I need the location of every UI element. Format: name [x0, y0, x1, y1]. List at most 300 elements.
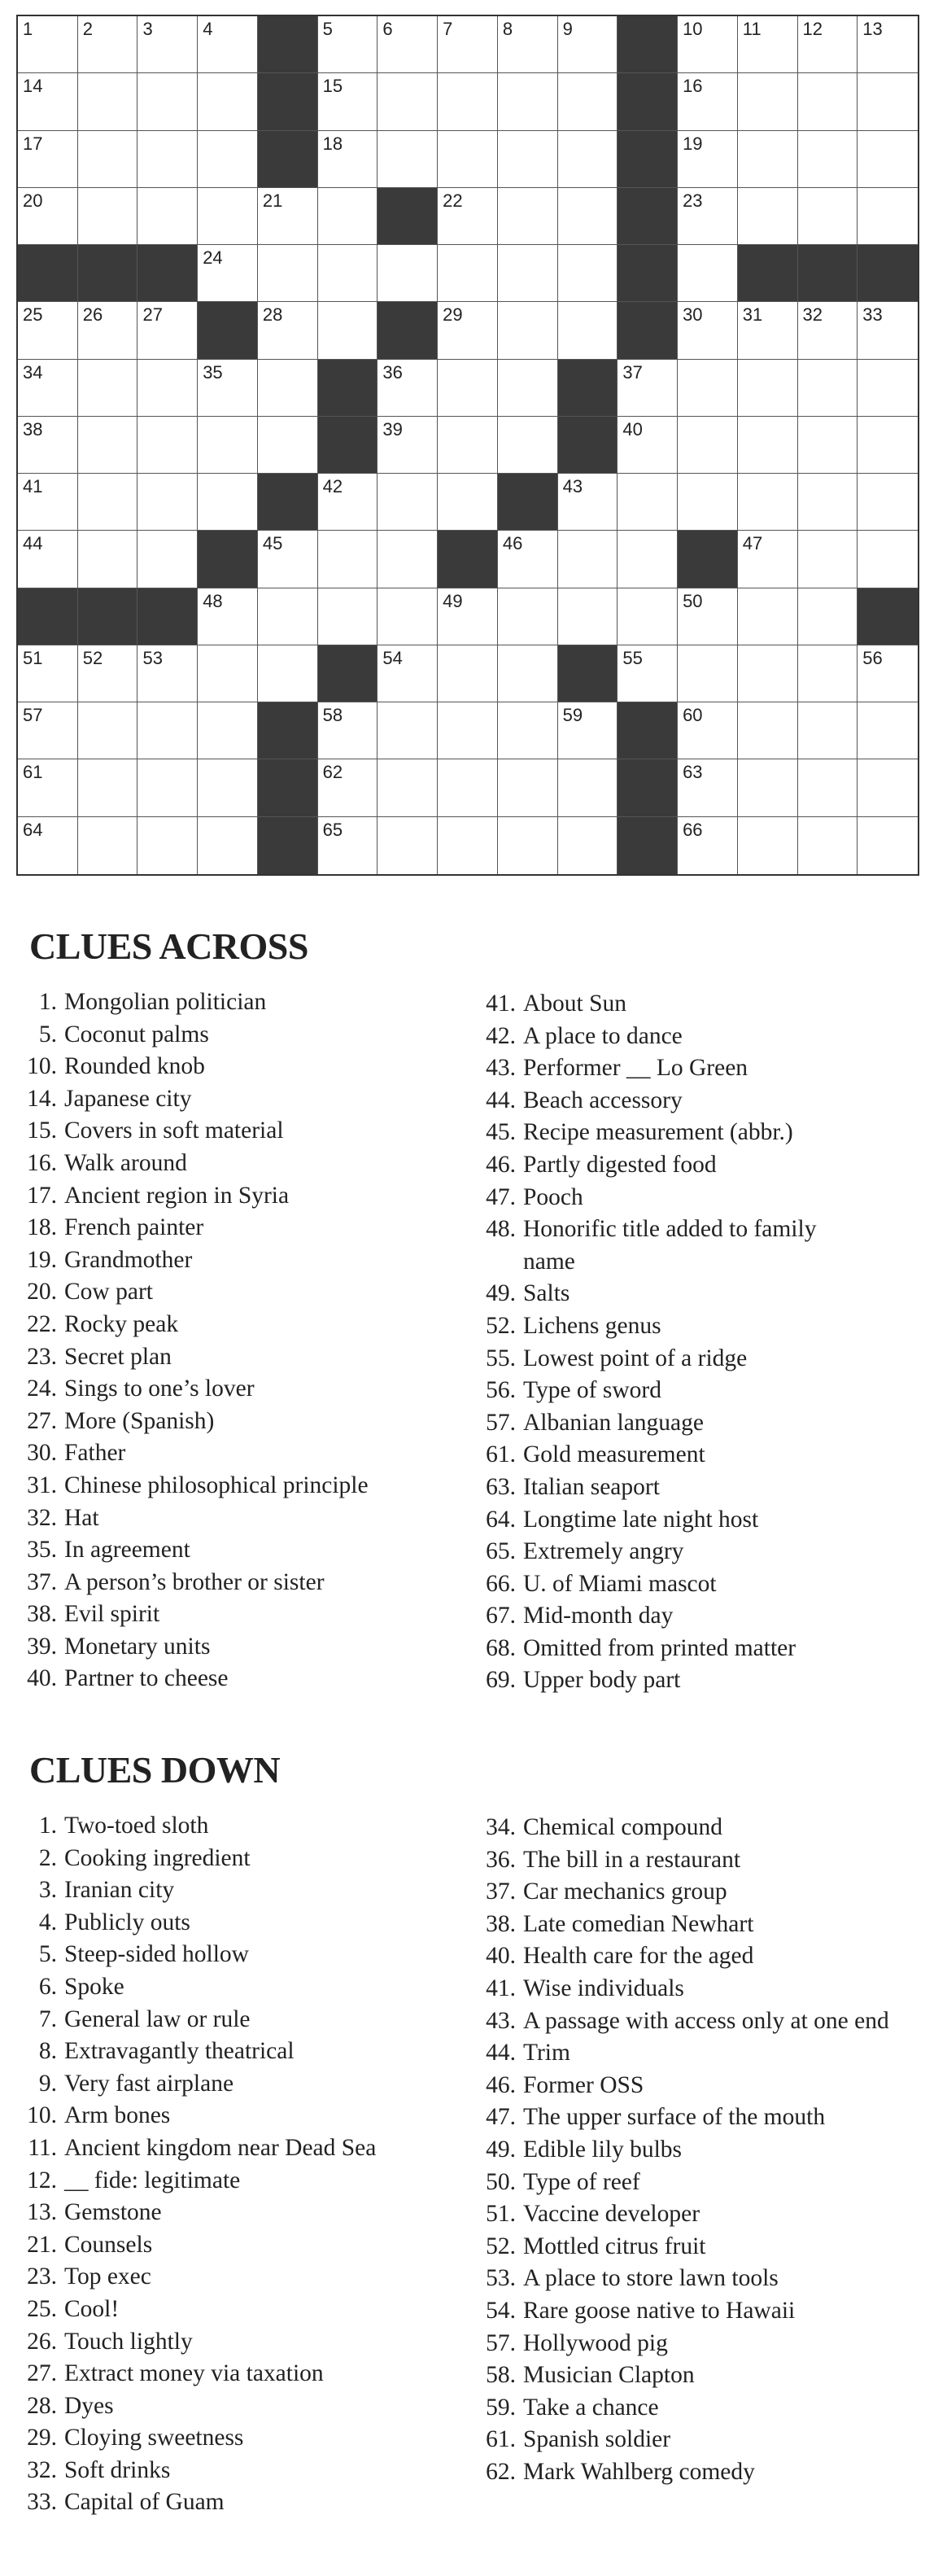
clue-text: Two-toed sloth	[64, 1813, 209, 1839]
grid-cell[interactable]	[738, 474, 798, 531]
grid-cell[interactable]	[137, 131, 198, 188]
clue-text: Mid-month day	[523, 1603, 674, 1629]
clue-number: 7	[443, 19, 453, 39]
grid-cell[interactable]	[258, 588, 318, 645]
grid-cell[interactable]	[678, 588, 738, 645]
clue-item	[15, 2422, 478, 2455]
clue-item	[474, 1021, 937, 1053]
clue-number: 4	[203, 19, 213, 39]
grid-cell[interactable]	[438, 417, 498, 474]
grid-cell[interactable]	[198, 245, 258, 302]
clues-down-heading: CLUES DOWN	[29, 1749, 281, 1791]
grid-cell[interactable]	[558, 474, 618, 531]
grid-cell[interactable]	[858, 531, 918, 588]
clue-number: 57	[23, 705, 43, 726]
clue-text: Very fast airplane	[64, 2070, 234, 2097]
clue-number: 60	[683, 705, 703, 726]
clue-text: Gold measurement	[523, 1441, 705, 1468]
grid-cell[interactable]	[858, 302, 918, 359]
clue-number: 41	[23, 476, 43, 497]
clue-number: 10.	[27, 2102, 57, 2129]
black-square	[377, 302, 438, 359]
grid-cell[interactable]	[558, 16, 618, 73]
grid-cell[interactable]	[318, 702, 378, 759]
grid-cell[interactable]	[137, 702, 198, 759]
grid-cell[interactable]	[377, 131, 438, 188]
grid-cell[interactable]	[858, 417, 918, 474]
grid-cell[interactable]	[738, 16, 798, 73]
grid-cell[interactable]	[18, 759, 78, 816]
clue-number: 61.	[486, 1441, 516, 1468]
grid-cell[interactable]	[738, 759, 798, 816]
grid-cell[interactable]	[377, 245, 438, 302]
grid-cell[interactable]	[78, 645, 138, 702]
grid-cell[interactable]	[18, 131, 78, 188]
clue-text: Spoke	[64, 1973, 124, 2000]
clue-text: Soft drinks	[64, 2456, 171, 2483]
clue-text: Cool!	[64, 2295, 120, 2322]
grid-cell[interactable]	[198, 759, 258, 816]
clue-number: 19	[683, 133, 703, 154]
grid-cell[interactable]	[498, 245, 558, 302]
grid-cell[interactable]	[678, 645, 738, 702]
grid-cell[interactable]	[558, 302, 618, 359]
clue-number: 64	[23, 819, 43, 840]
grid-cell[interactable]	[738, 702, 798, 759]
grid-cell[interactable]	[858, 645, 918, 702]
clue-item	[15, 1502, 478, 1535]
clue-item	[474, 2231, 947, 2263]
clue-number: 52.	[486, 2233, 516, 2259]
grid-cell[interactable]	[498, 360, 558, 417]
clue-number: 12	[802, 19, 823, 39]
clue-text: Former OSS	[523, 2071, 644, 2098]
clue-text: Steep-sided hollow	[64, 1941, 249, 1968]
grid-cell[interactable]	[137, 531, 198, 588]
grid-cell[interactable]	[798, 645, 858, 702]
grid-cell[interactable]	[618, 417, 678, 474]
grid-cell[interactable]	[798, 302, 858, 359]
clue-number: 42.	[486, 1022, 516, 1049]
grid-cell[interactable]	[558, 531, 618, 588]
grid-cell[interactable]	[78, 188, 138, 245]
grid-cell[interactable]	[137, 360, 198, 417]
clue-item	[474, 1278, 937, 1310]
grid-cell[interactable]	[377, 645, 438, 702]
clue-number: 61	[23, 762, 43, 783]
grid-cell[interactable]	[377, 360, 438, 417]
clue-number: 56.	[486, 1377, 516, 1404]
clue-text: Wise individuals	[523, 1975, 684, 2001]
grid-cell[interactable]	[78, 417, 138, 474]
clue-number: 13.	[27, 2199, 57, 2226]
clue-text: Spanish soldier	[523, 2426, 671, 2453]
clue-text: Father	[64, 1440, 126, 1467]
black-square	[258, 131, 318, 188]
grid-cell[interactable]	[678, 417, 738, 474]
grid-cell[interactable]	[738, 73, 798, 130]
clue-text: Late comedian Newhart	[523, 1910, 754, 1937]
grid-cell[interactable]	[377, 474, 438, 531]
grid-cell[interactable]	[18, 302, 78, 359]
grid-cell[interactable]	[18, 188, 78, 245]
grid-cell[interactable]	[137, 759, 198, 816]
grid-cell[interactable]	[498, 759, 558, 816]
grid-cell[interactable]	[78, 474, 138, 531]
clue-item	[15, 1148, 478, 1180]
down-clues-column-1	[15, 1810, 478, 2519]
grid-cell[interactable]	[738, 817, 798, 874]
grid-cell[interactable]	[318, 16, 378, 73]
clue-text: The bill in a restaurant	[523, 1846, 741, 1873]
clue-text: Monetary units	[64, 1633, 211, 1660]
grid-cell[interactable]	[858, 131, 918, 188]
clue-text: Beach accessory	[523, 1087, 683, 1113]
grid-cell[interactable]	[18, 73, 78, 130]
grid-cell[interactable]	[258, 645, 318, 702]
clue-item	[474, 2295, 947, 2328]
grid-cell[interactable]	[618, 360, 678, 417]
grid-cell[interactable]	[798, 588, 858, 645]
black-square	[258, 16, 318, 73]
black-square	[258, 474, 318, 531]
clue-number: 22.	[27, 1310, 57, 1337]
grid-cell[interactable]	[678, 188, 738, 245]
clue-item	[474, 1407, 937, 1440]
grid-cell[interactable]	[558, 759, 618, 816]
grid-cell[interactable]	[258, 360, 318, 417]
grid-cell[interactable]	[798, 188, 858, 245]
grid-cell[interactable]	[78, 16, 138, 73]
grid-cell[interactable]	[78, 759, 138, 816]
clue-text: Cloying sweetness	[64, 2425, 244, 2451]
clue-number: 11	[742, 19, 762, 39]
clue-number: 45	[262, 533, 283, 554]
clue-number: 54.	[486, 2297, 516, 2324]
grid-cell[interactable]	[18, 645, 78, 702]
grid-cell[interactable]	[137, 417, 198, 474]
grid-cell[interactable]	[377, 531, 438, 588]
black-square	[438, 531, 498, 588]
grid-cell[interactable]	[798, 360, 858, 417]
grid-cell[interactable]	[498, 73, 558, 130]
grid-cell[interactable]	[498, 417, 558, 474]
grid-cell[interactable]	[438, 360, 498, 417]
grid-cell[interactable]	[318, 817, 378, 874]
grid-cell[interactable]	[498, 188, 558, 245]
black-square	[618, 702, 678, 759]
clue-number: 64.	[486, 1506, 516, 1533]
grid-cell[interactable]	[678, 73, 738, 130]
clue-item	[15, 2294, 478, 2326]
clue-text: Evil spirit	[64, 1601, 160, 1628]
grid-cell[interactable]	[678, 245, 738, 302]
grid-cell[interactable]	[678, 131, 738, 188]
grid-cell[interactable]	[558, 702, 618, 759]
grid-cell[interactable]	[858, 16, 918, 73]
grid-cell[interactable]	[377, 817, 438, 874]
grid-cell[interactable]	[798, 73, 858, 130]
grid-cell[interactable]	[78, 531, 138, 588]
grid-cell[interactable]	[18, 531, 78, 588]
clue-text: Honorific title added to family	[523, 1216, 817, 1243]
grid-cell[interactable]	[558, 817, 618, 874]
grid-cell[interactable]	[318, 531, 378, 588]
clue-item	[15, 2165, 478, 2198]
grid-cell[interactable]	[678, 817, 738, 874]
clue-number: 34.	[486, 1814, 516, 1840]
grid-cell[interactable]	[798, 702, 858, 759]
grid-cell[interactable]	[618, 645, 678, 702]
grid-cell[interactable]	[558, 188, 618, 245]
grid-cell[interactable]	[738, 360, 798, 417]
clue-number: 63.	[486, 1473, 516, 1500]
clue-number: 10	[683, 19, 703, 39]
grid-cell[interactable]	[498, 588, 558, 645]
grid-cell[interactable]	[678, 16, 738, 73]
grid-cell[interactable]	[318, 302, 378, 359]
clue-item	[474, 1472, 937, 1504]
clue-item	[474, 1812, 947, 1844]
grid-cell[interactable]	[318, 188, 378, 245]
grid-cell[interactable]	[18, 474, 78, 531]
grid-cell[interactable]	[498, 702, 558, 759]
grid-cell[interactable]	[798, 474, 858, 531]
clue-item	[474, 2167, 947, 2199]
grid-cell[interactable]	[258, 417, 318, 474]
grid-cell[interactable]	[18, 417, 78, 474]
clue-number: 55	[622, 647, 643, 668]
grid-cell[interactable]	[198, 73, 258, 130]
grid-cell[interactable]	[137, 188, 198, 245]
clue-number: 37	[622, 361, 643, 383]
clue-number: 26	[82, 304, 103, 326]
grid-cell[interactable]	[318, 474, 378, 531]
black-square	[618, 759, 678, 816]
clue-number: 43	[562, 476, 583, 497]
grid-cell[interactable]	[137, 16, 198, 73]
clue-number: 7.	[38, 2005, 57, 2032]
clue-number: 63	[683, 762, 703, 783]
grid-cell[interactable]	[198, 474, 258, 531]
grid-cell[interactable]	[377, 759, 438, 816]
clue-item	[15, 2390, 478, 2423]
grid-cell[interactable]	[858, 73, 918, 130]
grid-cell[interactable]	[438, 759, 498, 816]
grid-cell[interactable]	[377, 16, 438, 73]
grid-cell[interactable]	[318, 73, 378, 130]
grid-cell[interactable]	[78, 817, 138, 874]
grid-cell[interactable]	[137, 645, 198, 702]
grid-cell[interactable]	[498, 131, 558, 188]
grid-cell[interactable]	[738, 302, 798, 359]
grid-cell[interactable]	[377, 73, 438, 130]
clue-item	[474, 1973, 947, 2005]
grid-cell[interactable]	[318, 131, 378, 188]
grid-cell[interactable]	[798, 817, 858, 874]
grid-cell[interactable]	[618, 588, 678, 645]
clue-text: Chinese philosophical principle	[64, 1472, 369, 1498]
grid-cell[interactable]	[618, 474, 678, 531]
grid-cell[interactable]	[198, 131, 258, 188]
grid-cell[interactable]	[498, 645, 558, 702]
clue-item	[15, 2326, 478, 2359]
grid-cell[interactable]	[798, 531, 858, 588]
grid-cell[interactable]	[137, 73, 198, 130]
grid-cell[interactable]	[858, 474, 918, 531]
grid-cell[interactable]	[137, 302, 198, 359]
grid-cell[interactable]	[318, 245, 378, 302]
clue-text: U. of Miami mascot	[523, 1570, 717, 1597]
grid-cell[interactable]	[858, 188, 918, 245]
clue-text: Salts	[523, 1280, 570, 1307]
grid-cell[interactable]	[858, 360, 918, 417]
grid-cell[interactable]	[678, 360, 738, 417]
grid-cell[interactable]	[377, 702, 438, 759]
grid-cell[interactable]	[858, 702, 918, 759]
grid-cell[interactable]	[438, 16, 498, 73]
grid-cell[interactable]	[438, 474, 498, 531]
grid-cell[interactable]	[18, 702, 78, 759]
clue-number: 11.	[28, 2134, 57, 2161]
clue-text: Ancient kingdom near Dead Sea	[64, 2134, 377, 2161]
grid-cell[interactable]	[798, 131, 858, 188]
clue-number: 66.	[486, 1570, 516, 1597]
grid-cell[interactable]	[858, 759, 918, 816]
grid-cell[interactable]	[678, 702, 738, 759]
grid-cell[interactable]	[78, 360, 138, 417]
clue-text: Performer __ Lo Green	[523, 1055, 748, 1082]
grid-cell[interactable]	[558, 588, 618, 645]
grid-cell[interactable]	[438, 131, 498, 188]
grid-cell[interactable]	[198, 588, 258, 645]
grid-cell[interactable]	[438, 302, 498, 359]
clue-item	[15, 1599, 478, 1631]
grid-cell[interactable]	[18, 817, 78, 874]
grid-cell[interactable]	[377, 588, 438, 645]
clue-number: 62	[322, 762, 343, 783]
grid-cell[interactable]	[738, 588, 798, 645]
grid-cell[interactable]	[318, 759, 378, 816]
clue-number: 1	[23, 19, 33, 39]
clue-number: 56	[862, 647, 883, 668]
clue-item	[474, 1375, 937, 1407]
clue-number: 40.	[486, 1943, 516, 1970]
grid-cell[interactable]	[438, 73, 498, 130]
clue-text: Rocky peak	[64, 1310, 179, 1337]
grid-cell[interactable]	[78, 131, 138, 188]
grid-cell[interactable]	[318, 588, 378, 645]
grid-cell[interactable]	[78, 702, 138, 759]
clue-number: 40	[622, 418, 643, 440]
grid-cell[interactable]	[438, 645, 498, 702]
grid-cell[interactable]	[618, 531, 678, 588]
grid-cell[interactable]	[738, 531, 798, 588]
clue-number: 69.	[486, 1667, 516, 1694]
clue-number: 29	[443, 304, 463, 326]
grid-cell[interactable]	[137, 474, 198, 531]
clue-item	[15, 2358, 478, 2390]
clue-text: Cow part	[64, 1279, 153, 1305]
grid-cell[interactable]	[198, 817, 258, 874]
grid-cell[interactable]	[678, 474, 738, 531]
grid-cell[interactable]	[678, 302, 738, 359]
grid-cell[interactable]	[498, 16, 558, 73]
grid-cell[interactable]	[798, 759, 858, 816]
black-square	[198, 531, 258, 588]
clue-number: 65	[322, 819, 343, 840]
grid-cell[interactable]	[738, 417, 798, 474]
grid-cell[interactable]	[498, 531, 558, 588]
grid-cell[interactable]	[738, 188, 798, 245]
grid-cell[interactable]	[258, 188, 318, 245]
grid-cell[interactable]	[258, 302, 318, 359]
grid-cell[interactable]	[198, 188, 258, 245]
clue-item	[15, 2261, 478, 2294]
clue-number: 30.	[27, 1440, 57, 1467]
grid-cell[interactable]	[198, 360, 258, 417]
grid-cell[interactable]	[498, 817, 558, 874]
grid-cell[interactable]	[258, 531, 318, 588]
grid-cell[interactable]	[498, 302, 558, 359]
grid-cell[interactable]	[798, 417, 858, 474]
clue-number: 23.	[27, 1343, 57, 1370]
grid-cell[interactable]	[198, 16, 258, 73]
grid-cell[interactable]	[18, 16, 78, 73]
clue-item	[15, 1083, 478, 1116]
clue-number: 24	[203, 247, 223, 269]
black-square	[137, 588, 198, 645]
grid-cell[interactable]	[678, 759, 738, 816]
clue-number: 22	[443, 190, 463, 211]
clue-text: Publicly outs	[64, 1909, 190, 1935]
grid-cell[interactable]	[438, 188, 498, 245]
grid-cell[interactable]	[78, 302, 138, 359]
grid-cell[interactable]	[558, 73, 618, 130]
clue-item	[15, 1212, 478, 1244]
clue-number: 1.	[38, 989, 57, 1015]
grid-cell[interactable]	[438, 817, 498, 874]
clue-item	[15, 1907, 478, 1940]
grid-cell[interactable]	[798, 16, 858, 73]
grid-cell[interactable]	[377, 417, 438, 474]
clue-text: About Sun	[523, 991, 627, 1017]
grid-cell[interactable]	[198, 702, 258, 759]
grid-cell[interactable]	[738, 131, 798, 188]
grid-cell[interactable]	[258, 245, 318, 302]
grid-cell[interactable]	[438, 588, 498, 645]
grid-cell[interactable]	[558, 245, 618, 302]
clue-item	[474, 2263, 947, 2295]
clue-item	[474, 1909, 947, 1941]
grid-cell[interactable]	[198, 645, 258, 702]
grid-cell[interactable]	[858, 817, 918, 874]
grid-cell[interactable]	[198, 417, 258, 474]
clue-item	[474, 2070, 947, 2102]
grid-cell[interactable]	[438, 245, 498, 302]
black-square	[558, 645, 618, 702]
grid-cell[interactable]	[558, 131, 618, 188]
grid-cell[interactable]	[438, 702, 498, 759]
grid-cell[interactable]	[78, 73, 138, 130]
clue-text: General law or rule	[64, 2005, 251, 2032]
clue-item	[474, 1940, 947, 1973]
grid-cell[interactable]	[18, 360, 78, 417]
grid-cell[interactable]	[738, 645, 798, 702]
clue-number: 65.	[486, 1538, 516, 1565]
grid-cell[interactable]	[137, 817, 198, 874]
clue-number: 42	[322, 476, 343, 497]
